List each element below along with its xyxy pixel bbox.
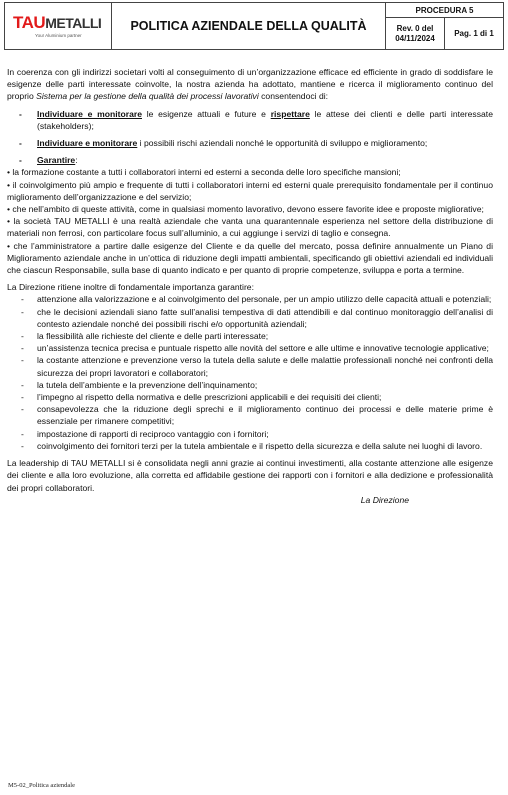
list-item [7,391,493,403]
intro-text-end: consentendoci di: [258,91,329,102]
dash-marker: - [21,440,24,451]
objective-keyword: Individuare e monitorare [37,108,142,119]
dash-marker: - [21,306,24,317]
list-item-text: coinvolgimento dei fornitori terzi per la tutela ambientale e il rispetto della sicurezza e della salute nei luoghi di lavoro. [37,440,483,451]
objective-item [7,108,493,132]
list-item [7,306,493,330]
list-item [7,379,493,391]
objective-text: le esigenze attuali e future e [141,108,271,119]
list-item-text: attenzione alla valorizzazione e al coinvolgimento del personale, per un ampio utilizzo delle capacità attuali e potenziali; [37,294,492,305]
list-item [7,293,493,305]
list-item [7,330,493,342]
list-item-text: la costante attenzione e prevenzione verso la tutela della salute e delle malattie professionali nonché nei confronti della sicurezza dei propri lavoratori e collaboratori; [37,355,493,378]
logo-tagline: Your Aluminium partner [35,33,82,38]
dash-marker: - [21,392,24,403]
objective-keyword: Garantire [37,155,76,166]
company-logo [5,14,111,38]
list-item-text: l’impegno al rispetto della normativa e delle prescrizioni applicabili e dei requisiti dei clienti; [37,392,382,403]
objective-item [7,154,493,166]
dash-marker: - [19,108,22,119]
closing-paragraph: La leadership di TAU METALLI si è consolidata negli anni grazie ai continui investimenti, alla costante attenzione alle esigenze dei cliente e alla loro evoluzione, alla corretta ed affidabile gestione dei rapporti con i fornitori e alla dedizione e professionalità dei propri collaboratori. [7,458,493,493]
dash-marker: - [21,331,24,342]
dash-marker: - [21,294,24,305]
guarantee-list [7,293,493,452]
dash-marker: - [21,379,24,390]
signature: La Direzione [360,494,409,505]
bullet-item: • la società TAU METALLI è una realtà aziendale che vanta una quarantennale esperienza nel settore della distribuzione di materiali non ferrosi, con particolare focus sull’alluminio, a cui aggiunge i servizi di taglio e consegna. [7,216,493,239]
list-item [7,440,493,452]
bullet-item: • la formazione costante a tutti i collaboratori interni ed esterni a seconda delle loro specifiche mansioni; [7,167,401,178]
dash-marker: - [21,428,24,439]
logo-cell [5,3,112,50]
list-item-text: consapevolezza che la riduzione degli sprechi e il miglioramento continuo dei processi e delle materie prime è essenziale per rimanere competitivi; [37,404,493,427]
bullet-item: • che nell’ambito di queste attività, come in qualsiasi momento lavorativo, devono essere favorite idee e proposte migliorative; [7,204,484,215]
dash-marker: - [19,138,22,149]
bullet-item: • il coinvolgimento più ampio e frequente di tutti i collaboratori interni ed esterni quale prerequisito fondamentale per il continuo miglioramento dell’organizzazione e del servizio; [7,179,493,202]
page-number: Pag. 1 di 1 [445,18,504,50]
dash-marker: - [19,155,22,166]
objective-text: i possibili rischi aziendali nonché le opportunità di sviluppo e miglioramento; [137,138,428,149]
intro-text: In coerenza con gli indirizzi societari volti al conseguimento di un’organizzazione efficace ed efficiente in grado di soddisfare le esigenze delle parti interessate coinvolte, la nostra azienda ha adottato, mantiene e ricerca il miglioramento continuo del proprio [7,67,493,102]
objective-keyword: Individuare e monitorare [37,138,138,149]
list-item-text: un’assistenza tecnica precisa e puntuale rispetto alle novità del settore e alle ultime e innovative tecnologie applicative; [37,343,489,354]
dash-marker: - [21,355,24,366]
objective-text: : [75,155,78,166]
list-item-text: la flessibilità alle richieste del cliente e delle parti interessate; [37,331,269,342]
list-item-text: impostazione di rapporti di reciproco vantaggio con i fornitori; [37,428,269,439]
dash-marker: - [21,404,24,415]
objective-text: le attese dei clienti e delle parti interessate (stakeholders); [37,108,493,131]
list-item-text: che le decisioni aziendali siano fatte sull’analisi tempestiva di dati attendibili e dal continuo monitoraggio dell’analisi di contesto aziendale nonché dei possibili rischi e/o opportunità aziendali; [37,306,493,329]
objective-keyword: rispettare [270,108,310,119]
intro-paragraph [7,66,493,103]
intro-italic-text: Sistema per la gestione della qualità dei processi lavorativi [36,91,259,102]
list-item [7,354,493,378]
list-item [7,342,493,354]
revision-label: Rev. 0 del [396,23,434,33]
list-item [7,403,493,427]
procedure-label: PROCEDURA 5 [386,3,504,18]
logo-metalli: METALLI [45,15,102,31]
list-item [7,428,493,440]
dash-marker: - [21,343,24,354]
objective-item [7,137,493,149]
document-header [4,2,504,50]
document-title: POLITICA AZIENDALE DELLA QUALITÀ [112,3,386,50]
revision-cell [386,18,445,50]
footer-doc-code: M5-02_Politica aziendale [8,782,75,789]
logo-tau: TAU [13,13,46,32]
document-body [7,66,493,506]
list-item-text: la tutela dell’ambiente e la prevenzione dell’inquinamento; [37,379,258,390]
revision-date: 04/11/2024 [395,33,435,43]
direzione-intro: La Direzione ritiene inoltre di fondamentale importanza garantire: [7,282,254,293]
bullet-item: • che l’amministratore a partire dalle esigenze del Cliente e da quelle del mercato, possa definire annualmente un Piano di Miglioramento aziendale anche in un’ottica di riduzione degli impatti ambientali, specificando gli obiettivi aziendali ed individuali che ciascun Responsabile, sulla base di quanto indicato e per quanto di proprie competenze, sviluppa e porta a termine. [7,240,493,276]
